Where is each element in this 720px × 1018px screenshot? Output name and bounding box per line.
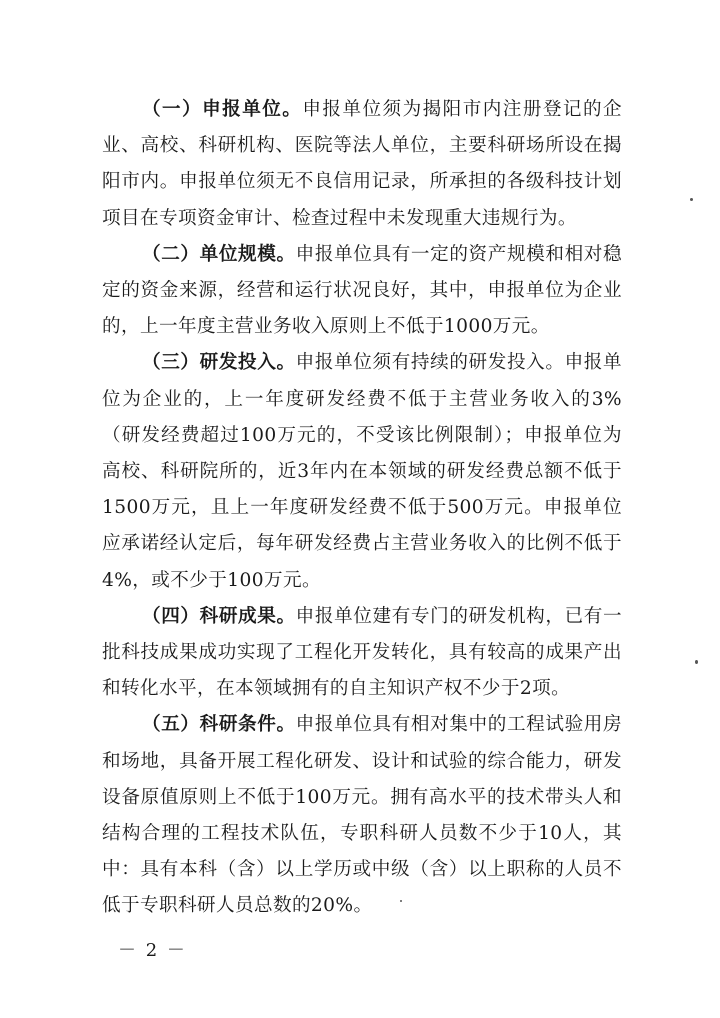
text-research-conditions: 申报单位具有相对集中的工程试验用房和场地，具备开展工程化研发、设计和试验的综合能力，研发设备原值原则上不低于100万元。拥有高水平的技术带头人和结构合理的工程技术队伍，专职科研人员数不少于10人，其中：具有本科（含）以上学历或中级（含）以上职称的人员不低于专职科研人员总数的20%。 <box>102 714 622 917</box>
paragraph-applicant-unit <box>102 92 622 237</box>
heading-research-results: （四）科研成果。 <box>142 605 296 627</box>
paragraph-research-results <box>102 599 622 708</box>
heading-applicant-unit: （一）申报单位。 <box>142 99 303 120</box>
page-number: － 2 － <box>118 940 187 961</box>
heading-unit-scale: （二）单位规模。 <box>142 243 296 265</box>
paragraph-unit-scale <box>102 237 622 346</box>
document-body <box>102 92 622 925</box>
paragraph-rd-investment <box>102 345 622 598</box>
heading-research-conditions: （五）科研条件。 <box>142 714 296 736</box>
text-applicant-unit: 申报单位须为揭阳市内注册登记的企业、高校、科研机构、医院等法人单位，主要科研场所设在揭阳市内。申报单位须无不良信用记录，所承担的各级科技计划项目在专项资金审计、检查过程中未发现重大违规行为。 <box>102 99 623 229</box>
text-rd-investment: 申报单位须有持续的研发投入。申报单位为企业的，上一年度研发经费不低于主营业务收入的3%（研发经费超过100万元的，不受该比例限制）；申报单位为高校、科研院所的，近3年内在本领域的研发经费总额不低于1500万元，且上一年度研发经费不低于500万元。申报单位应承诺经认定后，每年研发经费占主营业务收入的比例不低于4%，或不少于100万元。 <box>102 352 622 591</box>
scan-speck <box>695 660 698 664</box>
text-unit-scale: 申报单位具有一定的资产规模和相对稳定的资金来源，经营和运行状况良好，其中，申报单位为企业的，上一年度主营业务收入原则上不低于1000万元。 <box>102 243 622 338</box>
paragraph-research-conditions <box>102 707 622 924</box>
scan-speck <box>690 198 693 201</box>
text-research-results: 申报单位建有专门的研发机构，已有一批科技成果成功实现了工程化开发转化，具有较高的成果产出和转化水平，在本领域拥有的自主知识产权不少于2项。 <box>102 605 622 700</box>
scan-speck <box>400 900 402 902</box>
heading-rd-investment: （三）研发投入。 <box>142 352 296 374</box>
